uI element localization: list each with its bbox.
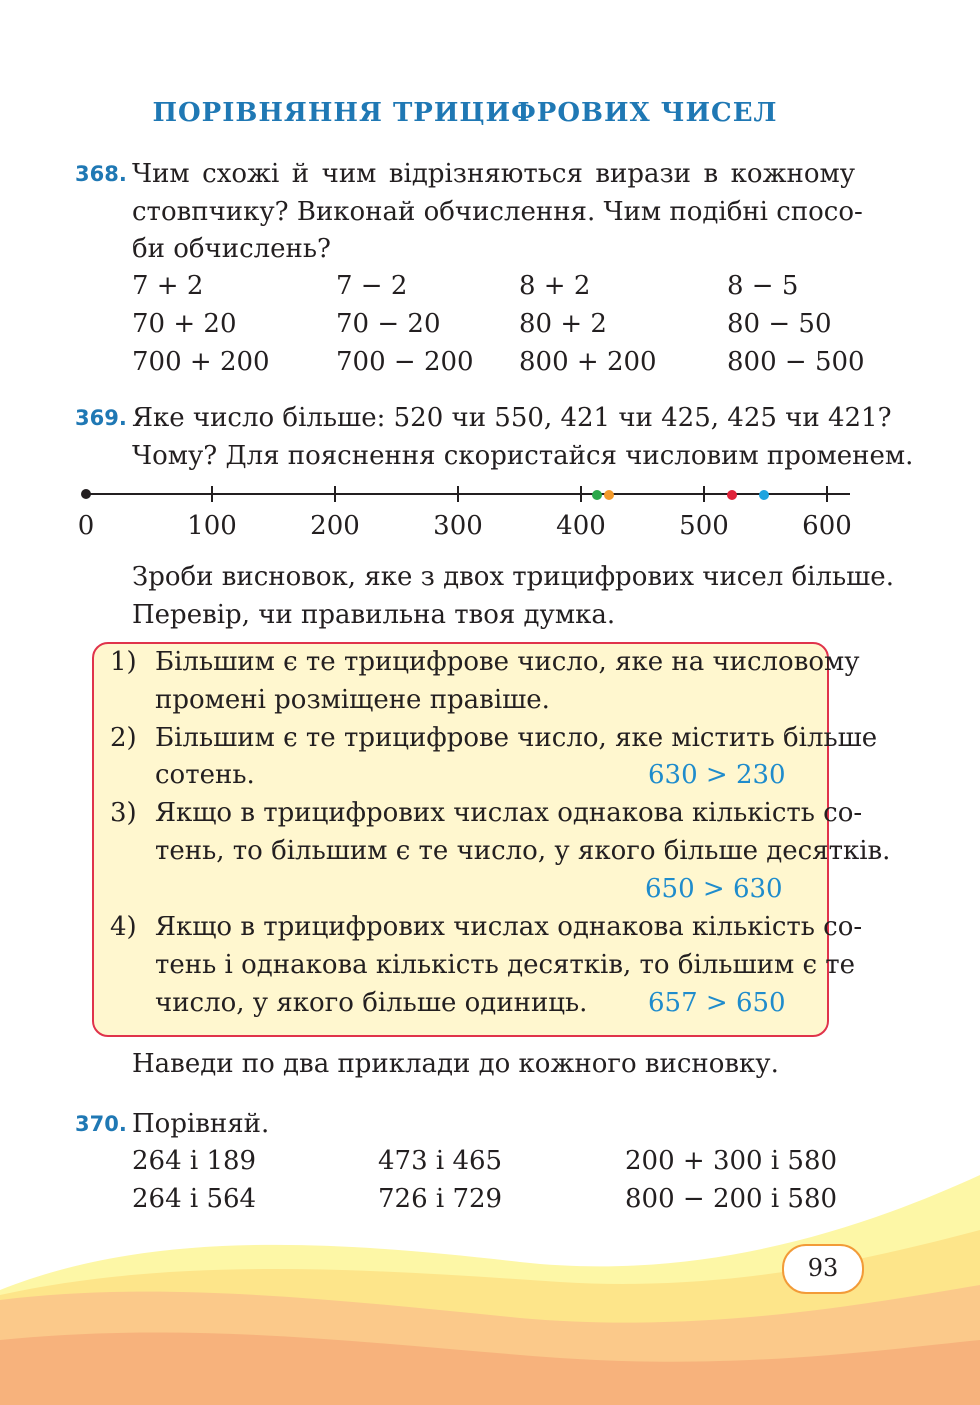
expr-cell: 8 + 2 (519, 271, 591, 301)
ex368-line-2: стовпчику? Виконай обчислення. Чим подібні спосо- (132, 197, 863, 227)
rule-3-example: 650 > 630 (645, 874, 783, 904)
ex369-line-2: Чому? Для пояснення скористайся числовим променем. (132, 441, 914, 471)
exercise-number-369: 369. (75, 406, 127, 430)
expr-cell: 7 − 2 (336, 271, 408, 301)
ray-origin-dot (81, 489, 91, 499)
rule-number: 4) (110, 912, 137, 942)
rule-4-line-3: число, у якого більше одиниць. (155, 988, 588, 1018)
compare-cell: 264 і 189 (132, 1146, 257, 1176)
compare-cell: 726 і 729 (378, 1184, 503, 1214)
ray-point-orange (604, 490, 614, 500)
ex370-text: Порівняй. (132, 1109, 270, 1139)
rule-1-line-2: промені розміщене правіше. (155, 685, 550, 715)
ray-label: 300 (433, 511, 483, 541)
rule-2-line-1: Більшим є те трицифрове число, яке містить більше (155, 723, 878, 753)
ex368-line-3: би обчислень? (132, 234, 331, 264)
compare-cell: 200 + 300 і 580 (625, 1146, 838, 1176)
ex369-conclusion-2: Перевір, чи правильна твоя думка. (132, 600, 616, 630)
ray-label: 400 (556, 511, 606, 541)
ex368-line-1: Чим схожі й чим відрізняються вирази в кожному (132, 159, 855, 189)
expr-cell: 7 + 2 (132, 271, 204, 301)
compare-cell: 264 і 564 (132, 1184, 257, 1214)
expr-cell: 700 − 200 (336, 347, 474, 377)
rule-2-example: 630 > 230 (648, 760, 786, 790)
compare-cell: 473 і 465 (378, 1146, 503, 1176)
page-number: 93 (782, 1244, 864, 1294)
rule-4-example: 657 > 650 (648, 988, 786, 1018)
rule-number: 1) (110, 647, 137, 677)
ray-label: 0 (77, 511, 95, 541)
ray-label: 100 (187, 511, 237, 541)
expr-cell: 700 + 200 (132, 347, 270, 377)
ray-point-green (592, 490, 602, 500)
rule-3-line-1: Якщо в трицифрових числах однакова кількість со- (155, 798, 863, 828)
rule-4-line-1: Якщо в трицифрових числах однакова кількість со- (155, 912, 863, 942)
ray-point-blue (759, 490, 769, 500)
expr-cell: 70 − 20 (336, 309, 441, 339)
ray-label: 600 (802, 511, 852, 541)
exercise-number-370: 370. (75, 1112, 127, 1136)
ex369-conclusion-1: Зроби висновок, яке з двох трицифрових чисел більше. (132, 562, 894, 592)
after-rules-task: Наведи по два приклади до кожного висновку. (132, 1049, 779, 1079)
rule-1-line-1: Більшим є те трицифрове число, яке на числовому (155, 647, 860, 677)
ray-point-red (727, 490, 737, 500)
expr-cell: 70 + 20 (132, 309, 237, 339)
compare-cell: 800 − 200 і 580 (625, 1184, 838, 1214)
rule-number: 3) (110, 798, 137, 828)
expr-cell: 8 − 5 (727, 271, 799, 301)
rule-number: 2) (110, 723, 137, 753)
ray-label: 500 (679, 511, 729, 541)
rule-3-line-2: тень, то більшим є те число, у якого більше десятків. (155, 836, 891, 866)
page-title: ПОРІВНЯННЯ ТРИЦИФРОВИХ ЧИСЕЛ (152, 98, 778, 128)
ex369-line-1: Яке число більше: 520 чи 550, 421 чи 425, 425 чи 421? (132, 403, 892, 433)
expr-cell: 800 − 500 (727, 347, 865, 377)
expr-cell: 80 − 50 (727, 309, 832, 339)
rule-4-line-2: тень і однакова кількість десятків, то більшим є те (155, 950, 856, 980)
expr-cell: 800 + 200 (519, 347, 657, 377)
expr-cell: 80 + 2 (519, 309, 607, 339)
exercise-number-368: 368. (75, 162, 127, 186)
rule-2-line-2: сотень. (155, 760, 255, 790)
ray-label: 200 (310, 511, 360, 541)
